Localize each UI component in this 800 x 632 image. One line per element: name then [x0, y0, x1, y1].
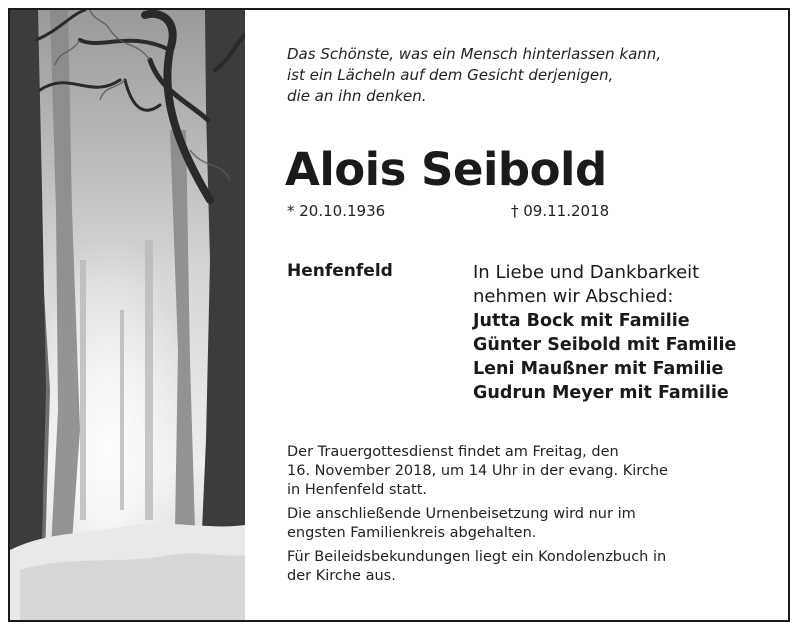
- note-line: 16. November 2018, um 14 Uhr in der evang. Kirche: [287, 463, 668, 479]
- burial-note: [287, 505, 757, 543]
- quote-line: ist ein Lächeln auf dem Gesicht derjenigen,: [287, 66, 614, 84]
- family-entry: Jutta Bock mit Familie: [473, 311, 690, 331]
- note-line: Der Trauergottesdienst findet am Freitag, den: [287, 444, 619, 460]
- deceased-name: Alois Seibold: [285, 143, 607, 196]
- note-line: der Kirche aus.: [287, 568, 396, 584]
- hometown: Henfenfeld: [287, 261, 393, 281]
- mourners-intro: [473, 261, 736, 309]
- family-entry: Gudrun Meyer mit Familie: [473, 383, 729, 403]
- family-entry: Günter Seibold mit Familie: [473, 335, 737, 355]
- death-date: † 09.11.2018: [511, 202, 610, 220]
- birth-date: * 20.10.1936: [287, 202, 386, 220]
- family-entry: Leni Maußner mit Familie: [473, 359, 724, 379]
- note-line: in Henfenfeld statt.: [287, 482, 428, 498]
- note-line: engsten Familienkreis abgehalten.: [287, 525, 537, 541]
- mourners-block: [473, 261, 736, 405]
- intro-line: In Liebe und Dankbarkeit: [473, 262, 700, 283]
- intro-line: nehmen wir Abschied:: [473, 286, 674, 307]
- condolence-note: [287, 548, 757, 586]
- family-list: [473, 309, 736, 405]
- note-line: Die anschließende Urnenbeisetzung wird nur im: [287, 506, 636, 522]
- note-line: Für Beileidsbekundungen liegt ein Kondolenzbuch in: [287, 549, 667, 565]
- funeral-notes: [287, 443, 757, 591]
- memorial-quote: [287, 44, 661, 107]
- quote-line: die an ihn denken.: [287, 87, 427, 105]
- forest-photo: [10, 10, 245, 620]
- quote-line: Das Schönste, was ein Mensch hinterlassen kann,: [287, 45, 662, 63]
- service-note: [287, 443, 757, 500]
